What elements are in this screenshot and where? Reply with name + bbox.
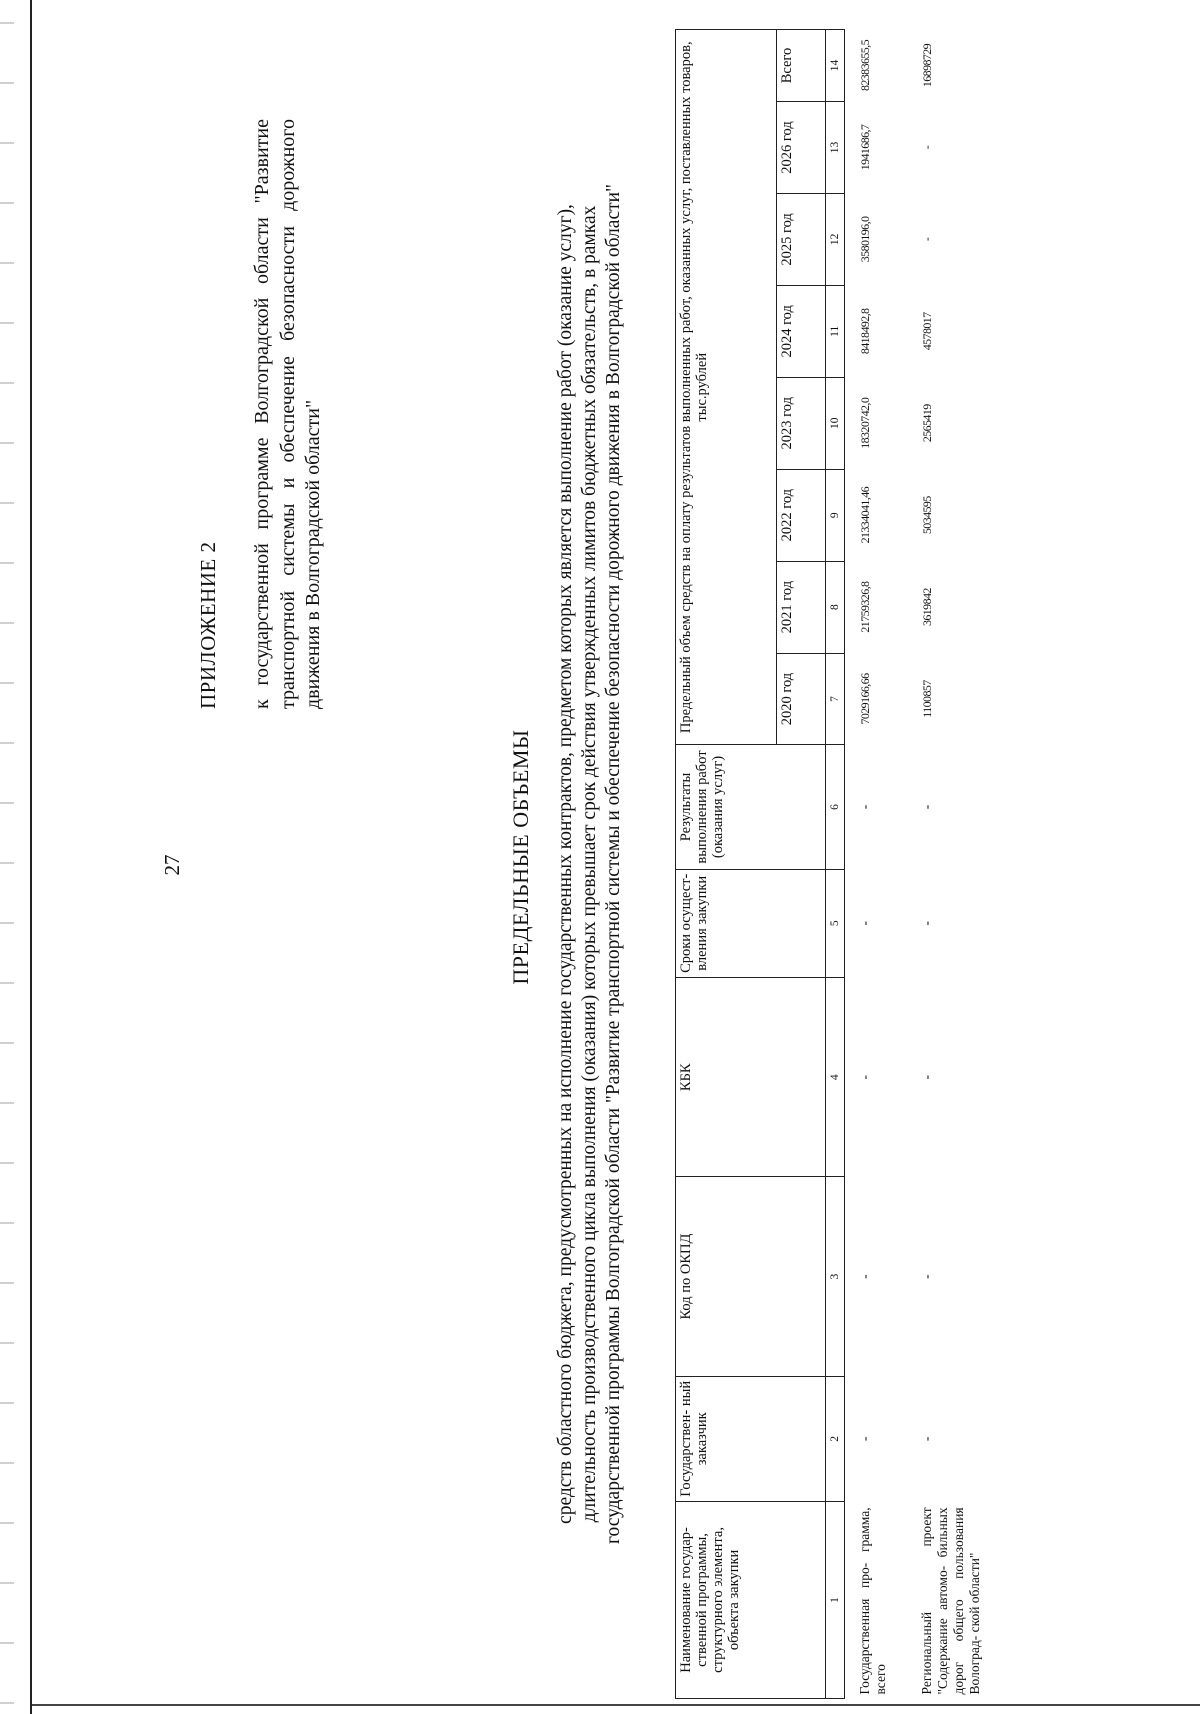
column-number: 12 [826, 193, 845, 285]
row-results: - [857, 804, 872, 810]
row-value: 18320742,0 [858, 397, 872, 449]
row-kbk: - [918, 1074, 934, 1080]
header-year: 2021 год [777, 561, 826, 653]
header-year: 2025 год [777, 193, 826, 285]
row-value: - [919, 237, 934, 242]
page-number: 27 [160, 854, 184, 876]
row-value: 8418492,8 [858, 308, 872, 355]
row-value: 4578017 [919, 312, 934, 351]
row-value: - [919, 145, 934, 150]
row-name: Региональный проект "Содержание автомо- бильных дорог общего пользования Волоград- ской области" [918, 1507, 982, 1695]
row-value: 2565419 [919, 404, 934, 443]
scan-border-left [30, 0, 32, 1714]
row-kbk: - [857, 1074, 872, 1080]
header-year: 2023 год [777, 377, 826, 469]
column-number: 10 [826, 377, 845, 469]
table-row [845, 30, 907, 1699]
header-year: 2026 год [777, 102, 826, 194]
rotated-document [140, 0, 1200, 1714]
row-name: Государственная про- грамма, всего [857, 1507, 888, 1695]
header-results: Результаты выполнения работ (оказания услуг) [676, 745, 826, 869]
row-value: 21334041,46 [858, 486, 872, 544]
column-number: 14 [826, 30, 845, 102]
header-total: Всего [777, 30, 826, 102]
row-value: 1941686,7 [858, 124, 872, 171]
header-kbk: КБК [676, 978, 826, 1177]
header-customer: Государствен- ный заказчик [676, 1376, 826, 1501]
row-total: 82383655,5 [858, 40, 872, 92]
column-number: 3 [826, 1177, 845, 1376]
row-value: 3619842 [919, 588, 934, 627]
column-number: 1 [826, 1501, 845, 1698]
row-customer: - [857, 1436, 872, 1442]
column-number: 5 [826, 869, 845, 978]
row-terms: - [857, 921, 872, 926]
limits-table [675, 29, 983, 1699]
table-row [907, 30, 983, 1699]
row-okpd: - [857, 1274, 872, 1279]
column-number: 13 [826, 102, 845, 194]
row-terms: - [918, 921, 934, 926]
header-okpd: Код по ОКПД [676, 1177, 826, 1376]
document-heading: ПРЕДЕЛЬНЫЕ ОБЪЕМЫ [508, 729, 533, 985]
column-number: 7 [826, 653, 845, 745]
column-number: 9 [826, 469, 845, 561]
row-value: 3580196,0 [858, 216, 872, 263]
row-customer: - [918, 1436, 934, 1442]
header-name: Наименование государ- ственной программы, структурного элемента, объекта закупки [676, 1501, 826, 1698]
document-subtitle: средств областного бюджета, предусмотренных на исполнение государственных контрактов, предметом которых является выполнение работ (оказание услуг), длительность производственного цикла выполнения (оказания) которых превышает срок действия утвержденных лимитов бюджетных обязательств, в рамках государственной программы Волгоградской области "Развитие транспортной системы и обеспечение безопасности дорожного движения в Волгоградской области" [555, 183, 624, 1545]
row-value: 5034595 [919, 496, 934, 535]
scan-edge-marks [0, 0, 14, 1714]
row-value: 7029166,66 [858, 673, 872, 725]
header-terms: Сроки осущест- вления закупки [676, 869, 826, 978]
row-total: 16898729 [919, 43, 934, 88]
column-number: 11 [826, 285, 845, 377]
row-okpd: - [918, 1274, 934, 1279]
column-number-row [826, 30, 845, 1699]
header-limit-group: Предельный объем средств на оплату результатов выполненных работ, оказанных услуг, поставленных товаров, тыс.рублей [676, 30, 777, 745]
column-number: 4 [826, 978, 845, 1177]
column-number: 6 [826, 745, 845, 869]
header-year: 2020 год [777, 653, 826, 745]
column-number: 2 [826, 1376, 845, 1501]
header-year: 2024 год [777, 285, 826, 377]
appendix-label: ПРИЛОЖЕНИЕ 2 [196, 541, 220, 709]
appendix-text: к государственной программе Волгоградской области "Развитие транспортной системы и обеспечение безопасности дорожного движения в Волгоградской области" [251, 119, 324, 709]
column-number: 8 [826, 561, 845, 653]
row-results: - [918, 804, 934, 810]
header-year: 2022 год [777, 469, 826, 561]
row-value: 1100857 [919, 680, 934, 718]
row-value: 21759326,8 [858, 581, 872, 633]
